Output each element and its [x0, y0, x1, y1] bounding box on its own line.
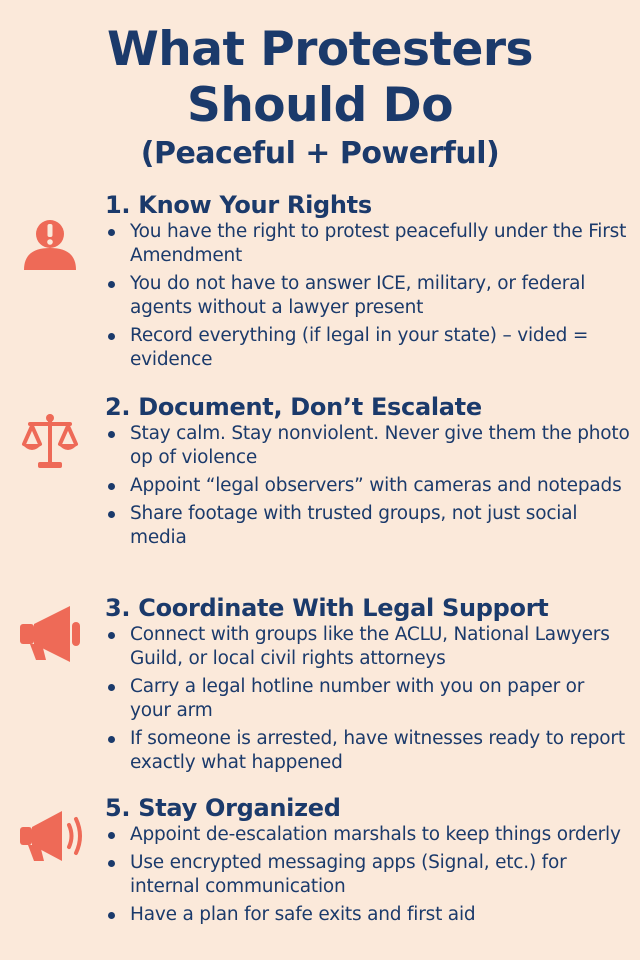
megaphone-sound-icon — [16, 799, 88, 871]
megaphone-icon — [16, 598, 88, 670]
list-item: Appoint de-escalation marshals to keep things orderly — [105, 823, 630, 847]
list-item: Appoint “legal observers” with cameras and notepads — [105, 474, 630, 498]
list-item: If someone is arrested, have witnesses ready to report exactly what happened — [105, 727, 630, 775]
scales-of-justice-icon — [18, 410, 82, 474]
list-item: Record everything (if legal in your state) – vided = evidence — [105, 324, 630, 372]
section-heading: 5. Stay Organized — [105, 794, 341, 822]
list-item: Share footage with trusted groups, not just social media — [105, 502, 630, 550]
list-item: Stay calm. Stay nonviolent. Never give them the photo op of violence — [105, 422, 630, 470]
person-alert-icon — [18, 212, 82, 276]
bullet-list — [105, 623, 630, 779]
section-heading: 3. Coordinate With Legal Support — [105, 594, 549, 622]
section-heading: 2. Document, Don’t Escalate — [105, 393, 482, 421]
list-item: Connect with groups like the ACLU, National Lawyers Guild, or local civil rights attorneys — [105, 623, 630, 671]
bullet-list — [105, 220, 630, 376]
page-subtitle: (Peaceful + Powerful) — [140, 136, 500, 171]
list-item: You do not have to answer ICE, military, or federal agents without a lawyer present — [105, 272, 630, 320]
bullet-list — [105, 422, 630, 554]
list-item: Use encrypted messaging apps (Signal, etc.) for internal communication — [105, 851, 630, 899]
bullet-list — [105, 823, 630, 931]
list-item: You have the right to protest peacefully under the First Amendment — [105, 220, 630, 268]
page-title-line-1: What Protesters — [106, 22, 534, 77]
list-item: Have a plan for safe exits and first aid — [105, 903, 630, 927]
list-item: Carry a legal hotline number with you on paper or your arm — [105, 675, 630, 723]
section-heading: 1. Know Your Rights — [105, 191, 372, 219]
page-title-line-2: Should Do — [187, 78, 453, 133]
